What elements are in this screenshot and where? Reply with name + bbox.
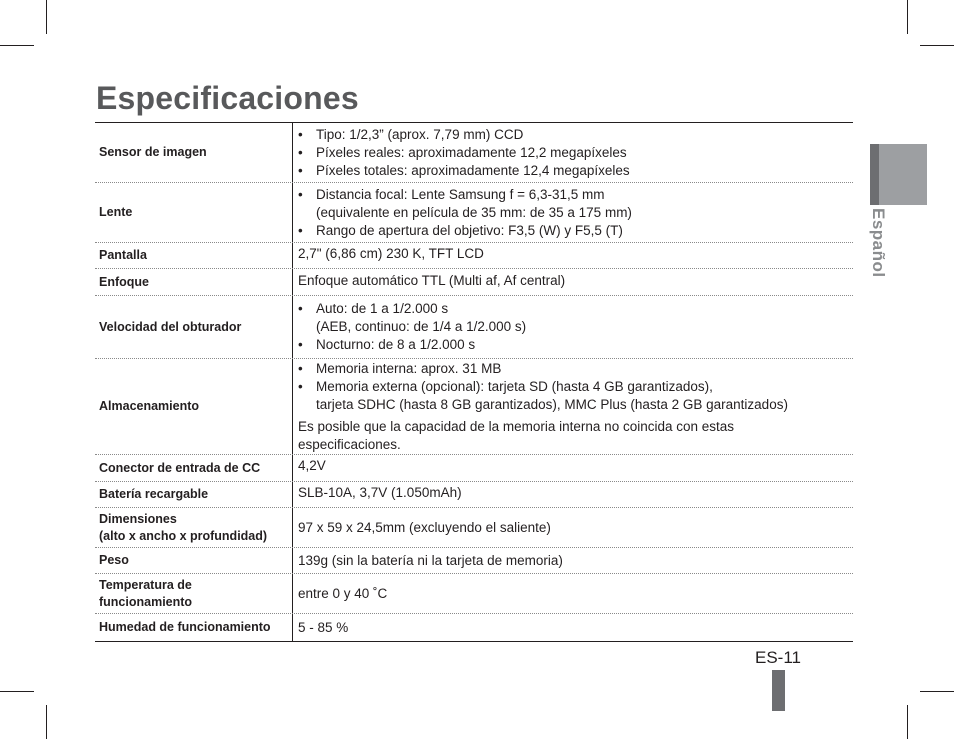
spec-row-lente bbox=[95, 183, 853, 243]
spec-bullet-line: Auto: de 1 a 1/2.000 s bbox=[316, 301, 449, 316]
spec-bullet-line: Distancia focal: Lente Samsung f = 6,3-31,5 mm bbox=[316, 186, 605, 202]
spec-label-text: funcionamiento bbox=[99, 594, 193, 609]
spec-row-sensor bbox=[95, 123, 853, 183]
spec-label-text: Pantalla bbox=[99, 248, 147, 262]
spec-label-text: Peso bbox=[99, 553, 129, 567]
spec-value: entre 0 y 40 ˚C bbox=[298, 585, 388, 601]
spec-bullet-line: tarjeta SDHC (hasta 8 GB garantizados), MMC Plus (hasta 2 GB garantizados) bbox=[316, 396, 788, 412]
spec-bullet bbox=[298, 300, 853, 336]
spec-row-bateria bbox=[95, 482, 853, 508]
page-number: ES-11 bbox=[755, 648, 801, 667]
spec-bullet: • Nocturno: de 8 a 1/2.000 s bbox=[298, 336, 853, 354]
spec-bullet: • Píxeles totales: aproximadamente 12,4 megapíxeles bbox=[298, 162, 853, 180]
spec-label bbox=[95, 574, 293, 613]
spec-bullet-line: Memoria externa (opcional): tarjeta SD (hasta 4 GB garantizados), bbox=[316, 378, 713, 394]
spec-value bbox=[293, 296, 853, 358]
crop-mark bbox=[920, 45, 954, 46]
crop-mark bbox=[907, 0, 908, 34]
spec-bullet bbox=[298, 378, 853, 414]
spec-value bbox=[293, 123, 853, 182]
spec-label bbox=[95, 243, 293, 268]
spec-bullet-line: (equivalente en película de 35 mm: de 35 a 175 mm) bbox=[316, 204, 632, 220]
spec-value bbox=[293, 359, 853, 454]
spec-label-text: Almacenamiento bbox=[99, 399, 200, 413]
spec-label bbox=[95, 455, 293, 481]
spec-label bbox=[95, 296, 293, 358]
spec-row-enfoque bbox=[95, 269, 853, 296]
language-tab-label: Español bbox=[869, 208, 888, 278]
spec-value bbox=[293, 183, 853, 242]
crop-mark bbox=[46, 705, 47, 739]
spec-label-text: (alto x ancho x profundidad) bbox=[99, 528, 268, 543]
page-title: Especificaciones bbox=[96, 80, 359, 116]
crop-mark bbox=[907, 705, 908, 739]
spec-label bbox=[95, 359, 293, 454]
spec-label bbox=[95, 123, 293, 182]
spec-label bbox=[95, 183, 293, 242]
spec-row-temperatura bbox=[95, 574, 853, 614]
spec-label-text: Sensor de imagen bbox=[99, 145, 207, 159]
spec-label-text: Enfoque bbox=[99, 274, 149, 289]
spec-label-text: Humedad de funcionamiento bbox=[99, 620, 271, 634]
spec-label bbox=[95, 269, 293, 295]
spec-label-text: Batería recargable bbox=[99, 487, 209, 501]
spec-value: Enfoque automático TTL (Multi af, Af central) bbox=[298, 273, 566, 288]
spec-bullet: • Tipo: 1/2,3” (aprox. 7,79 mm) CCD bbox=[298, 126, 853, 144]
spec-label-text: Velocidad del obturador bbox=[99, 319, 242, 334]
spec-label bbox=[95, 548, 293, 573]
spec-bullet: • Memoria interna: aprox. 31 MB bbox=[298, 360, 853, 378]
spec-label bbox=[95, 614, 293, 641]
crop-mark bbox=[0, 45, 34, 46]
spec-value: 97 x 59 x 24,5mm (excluyendo el saliente) bbox=[298, 519, 551, 535]
spec-bullet-line: (AEB, continuo: de 1/4 a 1/2.000 s) bbox=[316, 319, 527, 334]
spec-label-text: Dimensiones bbox=[99, 511, 177, 526]
spec-row-dimensiones bbox=[95, 508, 853, 548]
spec-value: 139g (sin la batería ni la tarjeta de memoria) bbox=[298, 552, 563, 568]
spec-note: Es posible que la capacidad de la memoria interna no coincida con estas especificaciones. bbox=[298, 418, 735, 452]
spec-row-velocidad bbox=[95, 296, 853, 359]
spec-row-almacenamiento bbox=[95, 359, 853, 455]
spec-label bbox=[95, 508, 293, 547]
spec-bullet: • Píxeles reales: aproximadamente 12,2 megapíxeles bbox=[298, 144, 853, 162]
language-tab-accent bbox=[870, 144, 879, 205]
spec-row-pantalla bbox=[95, 243, 853, 269]
spec-value: 2,7" (6,86 cm) 230 K, TFT LCD bbox=[298, 246, 484, 261]
page-number-bar bbox=[772, 670, 785, 711]
spec-row-conector bbox=[95, 455, 853, 482]
spec-row-peso bbox=[95, 548, 853, 574]
spec-value: 5 - 85 % bbox=[298, 619, 349, 635]
spec-label-text: Temperatura de bbox=[99, 577, 192, 592]
spec-bullet bbox=[298, 186, 853, 222]
crop-mark bbox=[0, 691, 34, 692]
crop-mark bbox=[46, 0, 47, 34]
spec-label bbox=[95, 482, 293, 507]
spec-table bbox=[95, 122, 853, 642]
crop-mark bbox=[920, 691, 954, 692]
spec-row-humedad bbox=[95, 614, 853, 641]
spec-label-text: Conector de entrada de CC bbox=[99, 460, 261, 475]
spec-value: 4,2V bbox=[298, 458, 326, 473]
spec-bullet: • Rango de apertura del objetivo: F3,5 (W) y F5,5 (T) bbox=[298, 222, 853, 240]
spec-value: SLB-10A, 3,7V (1.050mAh) bbox=[298, 485, 462, 500]
spec-label-text: Lente bbox=[99, 205, 133, 219]
